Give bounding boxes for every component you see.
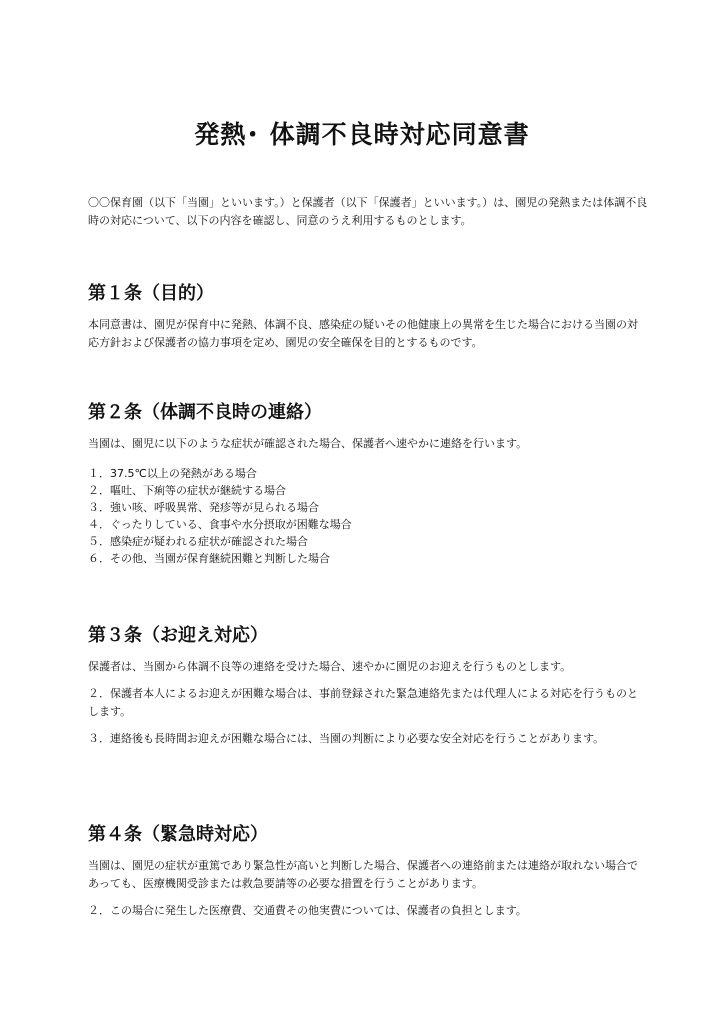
article-4 — [88, 822, 648, 920]
article-2-paragraph-1: 当園は、園児に以下のような症状が確認された場合、保護者へ速やかに連絡を行います。 — [88, 437, 528, 450]
article-2-heading: 第２条（体調不良時の連絡） — [88, 402, 322, 423]
document-title: 発熱･ 体調不良時対応同意書 — [194, 120, 530, 149]
article-3-paragraph-3: ３．連絡後も長時間お迎えが困難な場合には、当園の判断により必要な安全対応を行うことがあります。 — [88, 732, 605, 745]
article-4-paragraph-2: ２．この場合に発生した医療費、交通費その他実費については、保護者の負担とします。 — [88, 904, 527, 917]
article-3-heading: 第３条（お迎え対応） — [88, 625, 268, 646]
article-2 — [88, 400, 648, 567]
article-4-paragraph-1: 当園は、園児の症状が重篤であり緊急性が高いと判断した場合、保護者への連絡前または連絡が取れない場合であっても、医療機関受診または救急要請等の必要な措置を行うことがあります。 — [88, 859, 638, 890]
intro-paragraph: 〇〇保育園（以下「当園」といいます。）と保護者（以下「保護者」といいます。）は、園児の発熱または体調不良時の対応について、以下の内容を確認し、同意のうえ利用するものとします。 — [88, 196, 648, 227]
list-item: ２．嘔吐、下痢等の症状が継続する場合 — [88, 484, 286, 497]
list-item: ３．強い咳、呼吸異常、発疹等が見られる場合 — [88, 501, 319, 514]
article-1-heading: 第１条（目的） — [88, 283, 214, 304]
article-3-paragraph-1: 保護者は、当園から体調不良等の連絡を受けた場合、速やかに園児のお迎えを行うものとします。 — [88, 660, 572, 673]
article-3 — [88, 623, 648, 748]
symptom-list — [88, 465, 648, 567]
list-item: ６．その他、当園が保育継続困難と判断した場合 — [88, 552, 330, 565]
article-3-paragraph-2: ２．保護者本人によるお迎えが困難な場合は、事前登録された緊急連絡先または代理人による対応を行うものとします。 — [88, 687, 638, 718]
list-item: １．37.5℃以上の発熱がある場合 — [88, 467, 257, 480]
article-1 — [88, 281, 648, 352]
list-item: ４．ぐったりしている、食事や水分摂取が困難な場合 — [88, 518, 352, 531]
list-item: ５．感染症が疑われる症状が確認された場合 — [88, 535, 308, 548]
article-1-paragraph-1: 本同意書は、園児が保育中に発熱、体調不良、感染症の疑いその他健康上の異常を生じた場合における当園の対応方針および保護者の協力事項を定め、園児の安全確保を目的とするものです。 — [88, 318, 638, 349]
article-4-heading: 第４条（緊急時対応） — [88, 824, 268, 845]
